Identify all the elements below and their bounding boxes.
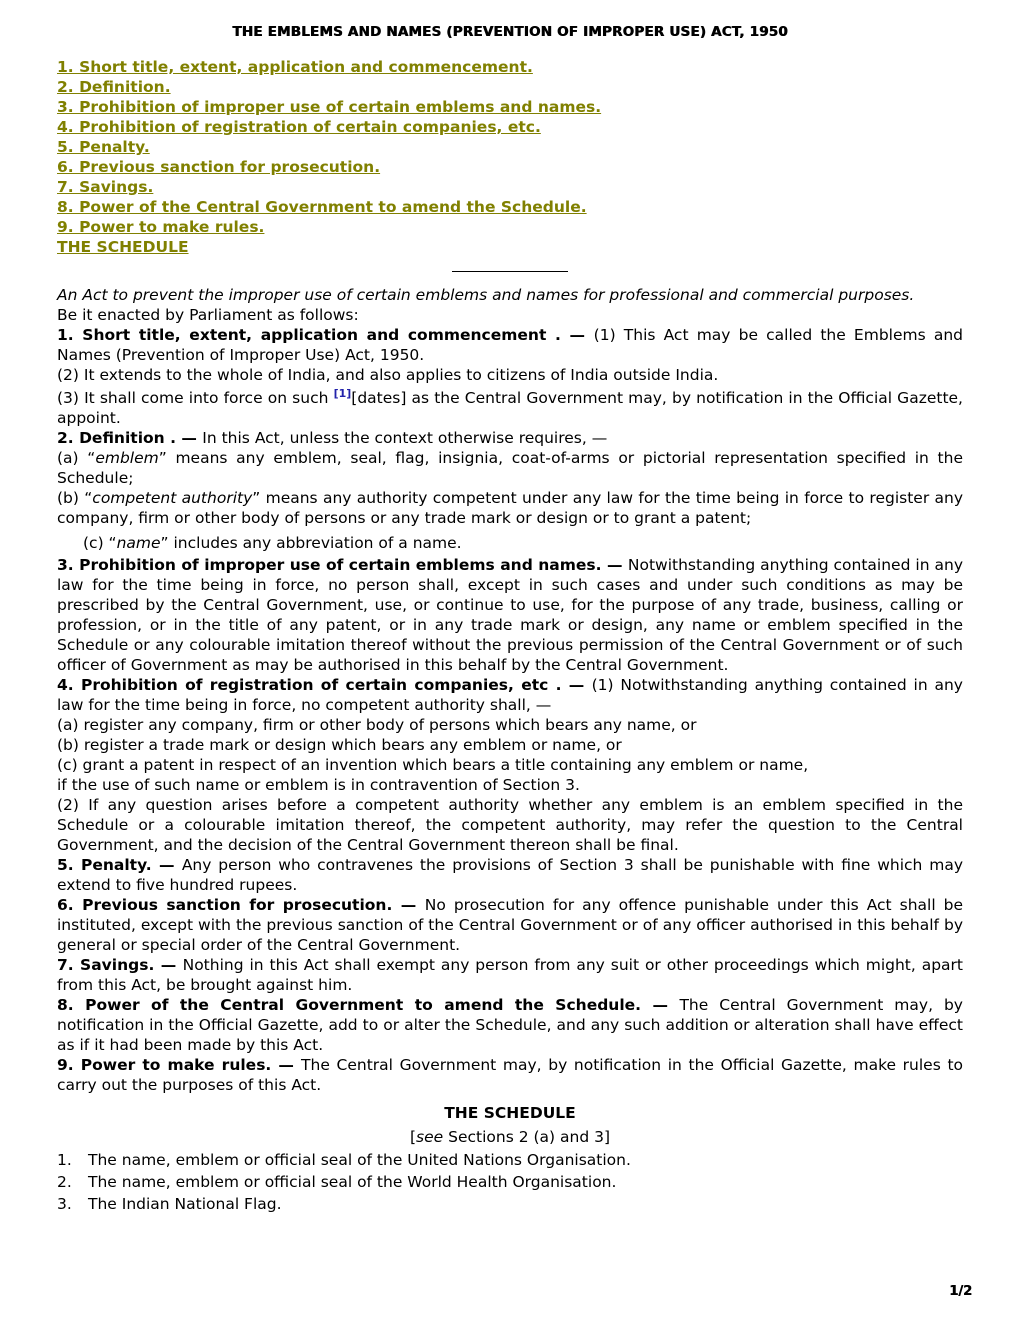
- schedule-heading: THE SCHEDULE: [444, 1104, 576, 1122]
- section-4-heading: 4. Prohibition of registration of certain companies, etc . —: [57, 676, 592, 694]
- clause-a-term: emblem: [95, 449, 159, 467]
- schedule-note-see: see: [416, 1128, 444, 1146]
- section-8-text: The Central Government may, by notification in the Official Gazette, add to or alter the Schedule, and any such addition or alteration shall have effect as if it had been made by this Act.: [57, 996, 963, 1054]
- schedule-note: [57, 1127, 963, 1147]
- section-7-text: Nothing in this Act shall exempt any person from any suit or other proceedings which might, apart from this Act, be brought against him.: [57, 956, 963, 994]
- section-9-text: The Central Government may, by notification in the Official Gazette, make rules to carry out the purposes of this Act.: [57, 1056, 964, 1094]
- toc-link-prohibition-registration[interactable]: 4. Prohibition of registration of certain companies, etc.: [57, 118, 541, 136]
- section-8-heading: 8. Power of the Central Government to amend the Schedule. —: [57, 996, 680, 1014]
- schedule-item-1-text: The name, emblem or official seal of the United Nations Organisation.: [88, 1151, 631, 1169]
- section-4-clause-c: (c) grant a patent in respect of an invention which bears a title containing any emblem or name,: [57, 756, 809, 774]
- section-1-sub3-post: [dates] as the Central Government may, by notification in the Official Gazette, appoint.: [57, 389, 963, 427]
- clause-b-pre: (b) “: [57, 489, 93, 507]
- schedule-note-pre: [: [409, 1128, 417, 1146]
- act-body: [57, 285, 963, 1214]
- toc-link-previous-sanction[interactable]: 6. Previous sanction for prosecution.: [57, 158, 381, 176]
- section-5-heading: 5. Penalty. —: [57, 856, 182, 874]
- toc-link-penalty[interactable]: 5. Penalty.: [57, 138, 150, 156]
- section-7-heading: 7. Savings. —: [57, 956, 183, 974]
- section-1-sub3-pre: (3) It shall come into force on such: [57, 389, 334, 407]
- section-3-heading: 3. Prohibition of improper use of certain emblems and names. —: [57, 556, 628, 574]
- section-8: [57, 995, 963, 1055]
- section-2-heading: 2. Definition . —: [57, 429, 203, 447]
- section-6-text: No prosecution for any offence punishable under this Act shall be instituted, except with the previous sanction of the Central Government or of any officer authorised in this behalf by general or special order of the Central Government.: [57, 896, 963, 954]
- section-1-sub3: [57, 388, 963, 428]
- section-4-clause-b: (b) register a trade mark or design which bears any emblem or name, or: [57, 736, 622, 754]
- section-9-heading: 9. Power to make rules. —: [57, 1056, 302, 1074]
- clause-c-term: name: [116, 534, 161, 552]
- section-9: [57, 1055, 963, 1095]
- section-2-clause-b: [57, 488, 963, 528]
- divider-rule: [452, 271, 568, 272]
- toc-link-prohibition-improper-use[interactable]: 3. Prohibition of improper use of certain emblems and names.: [57, 98, 602, 116]
- clause-c-pre: (c) “: [83, 534, 117, 552]
- clause-b-term: competent authority: [92, 489, 253, 507]
- section-1-sub1-text: (1) This Act may be called the Emblems and Names (Prevention of Improper Use) Act, 1950.: [57, 326, 963, 364]
- section-4-clause-a: (a) register any company, firm or other body of persons which bears any name, or: [57, 716, 697, 734]
- toc-link-definition[interactable]: 2. Definition.: [57, 78, 171, 96]
- schedule-item-1-number: 1.: [57, 1151, 72, 1169]
- toc-link-the-schedule[interactable]: THE SCHEDULE: [57, 238, 189, 256]
- schedule-item-2: [57, 1172, 963, 1192]
- enacting-clause: Be it enacted by Parliament as follows:: [57, 306, 359, 324]
- clause-a-post: ” means any emblem, seal, flag, insignia, coat-of-arms or pictorial representation specified in the Schedule;: [57, 449, 963, 487]
- section-1: [57, 325, 963, 365]
- page-number: 1/2: [949, 1284, 972, 1299]
- clause-b-post: ” means any authority competent under any law for the time being in force to register any company, firm or other body of persons or any trade mark or design or to grant a patent;: [57, 489, 964, 527]
- section-3: [57, 555, 963, 675]
- toc-link-short-title[interactable]: 1. Short title, extent, application and commencement.: [57, 58, 533, 76]
- section-2: [57, 428, 963, 448]
- section-6-heading: 6. Previous sanction for prosecution. —: [57, 896, 425, 914]
- toc-link-power-amend-schedule[interactable]: 8. Power of the Central Government to amend the Schedule.: [57, 198, 587, 216]
- section-7: [57, 955, 963, 995]
- schedule-item-3-number: 3.: [57, 1195, 72, 1213]
- footnote-ref-1: [334, 386, 352, 401]
- schedule-item-2-number: 2.: [57, 1173, 72, 1191]
- section-4: [57, 675, 963, 715]
- section-5-text: Any person who contravenes the provisions of Section 3 shall be punishable with fine which may extend to five hundred rupees.: [57, 856, 963, 894]
- table-of-contents: [57, 57, 963, 257]
- section-5: [57, 855, 963, 895]
- clause-c-post: ” includes any abbreviation of a name.: [160, 534, 462, 552]
- section-1-heading: 1. Short title, extent, application and commencement . —: [57, 326, 594, 344]
- section-2-clause-a: [57, 448, 963, 488]
- section-4-sub2: (2) If any question arises before a competent authority whether any emblem is an emblem specified in the Schedule or a colourable imitation thereof, the competent authority, may refer the question to the Central Government, and the decision of the Central Government thereon shall be final.: [57, 796, 963, 854]
- schedule-item-2-text: The name, emblem or official seal of the World Health Organisation.: [88, 1173, 617, 1191]
- section-3-text: Notwithstanding anything contained in any law for the time being in force, no person shall, except in such cases and under such conditions as may be prescribed by the Central Government, use, or continue to use, for the purpose of any trade, business, calling or profession, or in the title of any patent, or in any trade mark or design, any name or emblem specified in the Schedule or any colourable imitation thereof without the previous permission of the Central Government or of such officer of Government as may be authorised in this behalf by the Central Government.: [57, 556, 964, 674]
- section-2-intro: In this Act, unless the context otherwise requires, —: [202, 429, 608, 447]
- section-4-tail: if the use of such name or emblem is in contravention of Section 3.: [57, 776, 580, 794]
- section-1-sub2: (2) It extends to the whole of India, and also applies to citizens of India outside India.: [57, 366, 719, 384]
- schedule-item-3: [57, 1194, 963, 1214]
- section-2-clause-c: [57, 533, 963, 553]
- long-title: An Act to prevent the improper use of certain emblems and names for professional and commercial purposes.: [57, 286, 915, 304]
- section-4-sub1-text: (1) Notwithstanding anything contained in any law for the time being in force, no competent authority shall, —: [57, 676, 963, 714]
- toc-link-power-make-rules[interactable]: 9. Power to make rules.: [57, 218, 265, 236]
- clause-a-pre: (a) “: [57, 449, 96, 467]
- footnote-ref-1-link[interactable]: [1]: [333, 386, 352, 400]
- schedule-note-post: Sections 2 (a) and 3]: [443, 1128, 611, 1146]
- schedule-item-1: [57, 1150, 963, 1170]
- schedule-item-3-text: The Indian National Flag.: [88, 1195, 282, 1213]
- schedule: [57, 1103, 963, 1214]
- section-6: [57, 895, 963, 955]
- document-title: THE EMBLEMS AND NAMES (PREVENTION OF IMPROPER USE) ACT, 1950: [232, 24, 788, 40]
- toc-link-savings[interactable]: 7. Savings.: [57, 178, 154, 196]
